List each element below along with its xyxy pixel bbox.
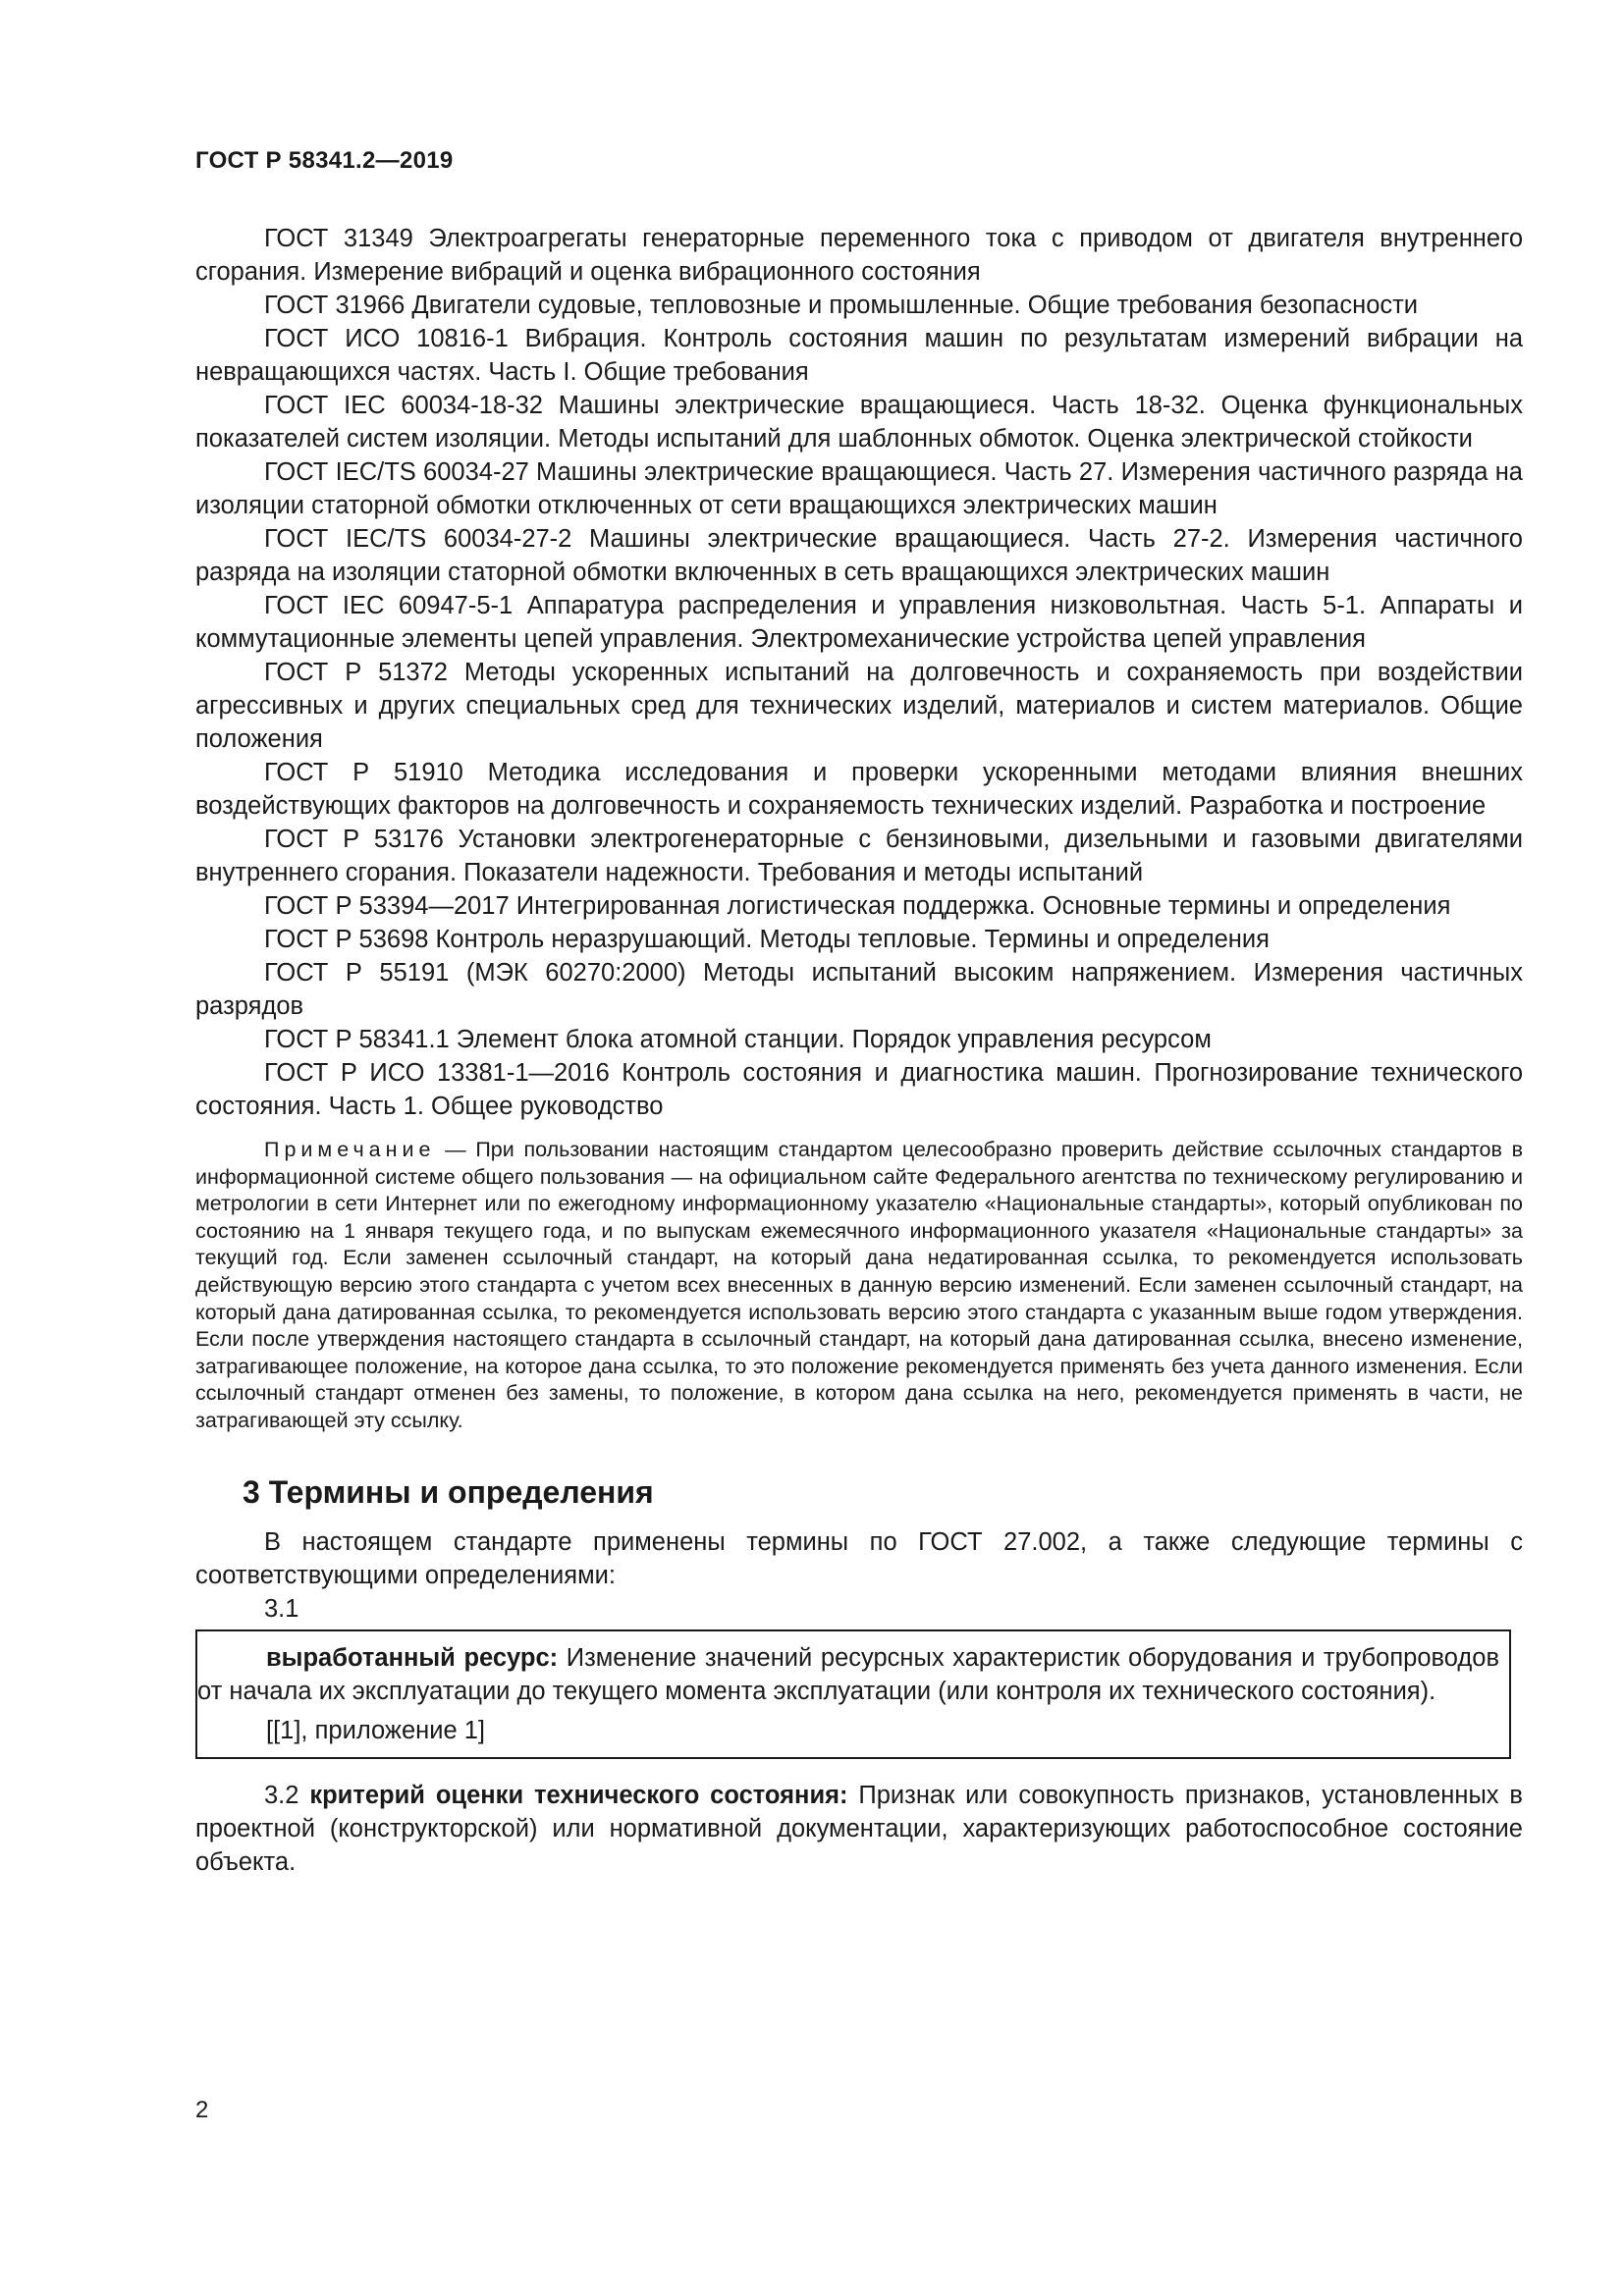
reference-item: ГОСТ 31349 Электроагрегаты генераторные переменного тока с приводом от двигателя внутреннего сгорания. Измерение вибраций и оценка вибрационного состояния	[195, 225, 1523, 286]
term-number: 3.1	[264, 1594, 299, 1623]
reference-item: ГОСТ IEC 60034-18-32 Машины электрические вращающиеся. Часть 18-32. Оценка функциональных показателей систем изоляции. Методы испытаний для шаблонных обмоток. Оценка электрической стойкости	[195, 392, 1523, 453]
term-definition-text: Признак или совокупность признаков, установленных в проектной (конструкторской) или нормативной документации, характеризующих работоспособное состояние объекта.	[195, 1781, 1523, 1876]
note-label: Примечание	[264, 1138, 436, 1161]
note-text: — При пользовании настоящим стандартом целесообразно проверить действие ссылочных стандартов в информационной системе общего пользования — на официальном сайте Федерального агентства по техническому регулированию и метрологии в сети Интернет или по ежегодному информационному указателю «Национальные стандарты», который опубликован по состоянию на 1 января текущего года, и по выпускам ежемесячного информационного указателя «Национальные стандарты» за текущий год. Если заменен ссылочный стандарт, на который дана недатированная ссылка, то рекомендуется использовать действующую версию этого стандарта с учетом всех внесенных в данную версию изменений. Если заменен ссылочный стандарт, на который дана датированная ссылка, то рекомендуется использовать версию этого стандарта с указанным выше годом утверждения. Если после утверждения настоящего стандарта в ссылочный стандарт, на который дана датированная ссылка, внесено изменение, затрагивающее положение, на которое дана ссылка, то это положение рекомендуется применять без учета данного изменения. Если ссылочный стандарт отменен без замены, то положение, в котором дана ссылка на него, рекомендуется применять в части, не затрагивающей эту ссылку.	[195, 1138, 1523, 1432]
reference-item: ГОСТ 31966 Двигатели судовые, тепловозные и промышленные. Общие требования безопасности	[264, 292, 1419, 319]
term-name: выработанный ресурс:	[266, 1643, 559, 1672]
term-name: критерий оценки технического состояния:	[309, 1781, 848, 1809]
term-definition	[197, 1641, 1499, 1708]
reference-item: ГОСТ Р 51910 Методика исследования и проверки ускоренными методами влияния внешних воздействующих факторов на долговечность и сохраняемость технических изделий. Разработка и построение	[195, 759, 1523, 820]
normative-references	[195, 222, 1523, 1903]
term-definition-box	[195, 1629, 1511, 1759]
term-definition-text: Изменение значений ресурсных характеристик оборудования и трубопроводов от начала их эксплуатации до текущего момента эксплуатации (или контроля их технического состояния).	[197, 1643, 1499, 1705]
reference-item: ГОСТ IEC/TS 60034-27-2 Машины электрические вращающиеся. Часть 27-2. Измерения частичного разряда на изоляции статорной обмотки включенных в сеть вращающихся электрических машин	[195, 525, 1523, 586]
note-paragraph	[195, 1137, 1523, 1435]
reference-item: ГОСТ Р 53698 Контроль неразрушающий. Методы тепловые. Термины и определения	[264, 926, 1270, 953]
section-title: 3 Термины и определения	[243, 1473, 654, 1510]
reference-item: ГОСТ IEC 60947-5-1 Аппаратура распределения и управления низковольтная. Часть 5-1. Аппараты и коммутационные элементы цепей управления. Электромеханические устройства цепей управления	[195, 592, 1523, 653]
reference-item: ГОСТ Р 53394—2017 Интегрированная логистическая поддержка. Основные термины и определения	[264, 892, 1451, 920]
reference-item: ГОСТ Р 55191 (МЭК 60270:2000) Методы испытаний высоким напряжением. Измерения частичных разрядов	[195, 959, 1523, 1020]
term-number: 3.2	[264, 1781, 310, 1809]
reference-item: ГОСТ IEC/TS 60034-27 Машины электрические вращающиеся. Часть 27. Измерения частичного разряда на изоляции статорной обмотки отключенных от сети вращающихся электрических машин	[195, 458, 1523, 519]
reference-item: ГОСТ Р 58341.1 Элемент блока атомной станции. Порядок управления ресурсом	[264, 1026, 1212, 1053]
reference-item: ГОСТ ИСО 10816-1 Вибрация. Контроль состояния машин по результатам измерений вибрации на невращающихся частях. Часть I. Общие требования	[195, 325, 1523, 386]
reference-item: ГОСТ Р 53176 Установки электрогенераторные с бензиновыми, дизельными и газовыми двигателями внутреннего сгорания. Показатели надежности. Требования и методы испытаний	[195, 826, 1523, 886]
page-number: 2	[195, 2097, 209, 2123]
document-header: ГОСТ Р 58341.2—2019	[195, 147, 454, 174]
reference-item: ГОСТ Р ИСО 13381-1—2016 Контроль состояния и диагностика машин. Прогнозирование технического состояния. Часть 1. Общее руководство	[195, 1059, 1523, 1120]
section-intro: В настоящем стандарте применены термины по ГОСТ 27.002, а также следующие термины с соответствующими определениями:	[195, 1527, 1523, 1589]
term-source: [[1], приложение 1]	[266, 1716, 486, 1744]
term-definition	[195, 1779, 1523, 1879]
reference-item: ГОСТ Р 51372 Методы ускоренных испытаний на долговечность и сохраняемость при воздействии агрессивных и других специальных сред для технических изделий, материалов и систем материалов. Общие положения	[195, 659, 1523, 753]
